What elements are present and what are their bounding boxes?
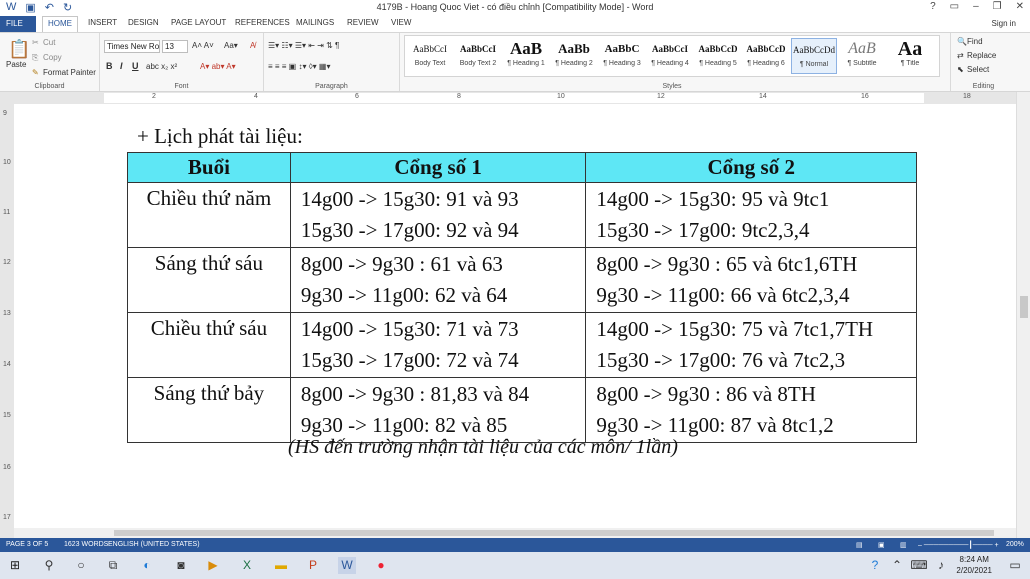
ruler-number: 13 — [3, 310, 11, 317]
font-name-box[interactable]: Times New Ro — [104, 40, 160, 53]
grow-font-icon[interactable]: A˄ A˅ — [192, 41, 214, 50]
tab-references[interactable]: REFERENCES — [235, 18, 290, 27]
status-bar — [0, 538, 1030, 552]
sign-in-link[interactable]: Sign in — [991, 19, 1016, 28]
close-icon[interactable]: ✕ — [1015, 1, 1024, 12]
horizontal-scrollbar[interactable] — [14, 528, 1016, 538]
bold-button[interactable]: B — [106, 61, 113, 71]
gate-2-cell: 8g00 -> 9g30 : 65 và 6tc1,6TH 9g30 -> 11g00: 66 và 6tc2,3,4 — [586, 248, 917, 313]
redo-icon[interactable]: ↻ — [63, 2, 73, 14]
clock[interactable] — [956, 554, 992, 576]
tab-review[interactable]: REVIEW — [347, 18, 379, 27]
table-row — [128, 183, 917, 248]
copy-button[interactable]: Copy — [43, 53, 62, 62]
page-count[interactable]: PAGE 3 OF 5 — [6, 541, 49, 548]
paste-icon[interactable]: 📋 — [8, 39, 31, 59]
header-gate-1: Cổng số 1 — [290, 153, 586, 183]
ruler-number: 6 — [355, 93, 359, 100]
styles-gallery — [404, 35, 940, 77]
gate-2-cell: 8g00 -> 9g30 : 86 và 8TH 9g30 -> 11g00: 87 và 8tc1,2 — [586, 378, 917, 443]
taskbar — [0, 552, 1030, 579]
horizontal-ruler[interactable] — [0, 92, 1030, 104]
ruler-number: 16 — [861, 93, 869, 100]
style-body-text-2[interactable]: AaBbCcI Body Text 2 — [459, 44, 497, 67]
tab-mailings[interactable]: MAILINGS — [296, 18, 335, 27]
vertical-scroll-thumb[interactable] — [1020, 296, 1028, 318]
format-painter-button[interactable]: Format Painter — [43, 68, 96, 77]
gate-1-cell: 14g00 -> 15g30: 71 và 73 15g30 -> 17g00: 72 và 74 — [290, 313, 586, 378]
word-taskbar-icon[interactable]: W — [338, 557, 356, 574]
style-heading-3[interactable]: AaBbC ¶ Heading 3 — [603, 43, 641, 67]
ruler-number: 15 — [3, 412, 11, 419]
camera-icon[interactable]: ◙ — [177, 558, 185, 572]
ruler-number: 12 — [657, 93, 665, 100]
notification-icon[interactable]: ▭ — [1009, 558, 1021, 572]
paragraph-label: Paragraph — [315, 83, 348, 90]
paragraph-group — [264, 33, 400, 91]
ruler-number: 4 — [254, 93, 258, 100]
header-gate-2: Cổng số 2 — [586, 153, 917, 183]
start-icon[interactable]: ⊞ — [9, 558, 21, 572]
style-heading-4[interactable]: AaBbCcI ¶ Heading 4 — [651, 44, 689, 67]
horizontal-scroll-thumb[interactable] — [114, 530, 994, 536]
find-button[interactable]: Find — [967, 37, 983, 46]
style-heading-6[interactable]: AaBbCcD ¶ Heading 6 — [746, 44, 786, 67]
read-mode-icon[interactable]: ▤ — [856, 542, 863, 549]
gate-1-cell: 14g00 -> 15g30: 91 và 93 15g30 -> 17g00: 92 và 94 — [290, 183, 586, 248]
ruler-number: 10 — [3, 159, 11, 166]
print-layout-icon[interactable]: ▣ — [878, 542, 885, 549]
select-icon: ⬉ — [957, 65, 964, 74]
style-heading-5[interactable]: AaBbCcD ¶ Heading 5 — [698, 44, 738, 67]
clipboard-group: 📋 Paste ✂ Cut ⎘ Copy ✎ Format Painter Clipboard — [0, 33, 100, 91]
clock-time: 8:24 AM — [959, 555, 989, 564]
editing-label: Editing — [972, 83, 995, 90]
underline-button[interactable]: U — [132, 61, 139, 71]
file-explorer-icon[interactable]: ▬ — [275, 558, 287, 572]
ribbon-display-icon[interactable]: ▭ — [949, 1, 960, 12]
search-icon[interactable]: ⚲ — [44, 558, 54, 572]
web-layout-icon[interactable]: ▥ — [900, 542, 907, 549]
window-controls — [930, 1, 1024, 12]
app-icon[interactable]: ● — [377, 558, 385, 572]
gate-2-cell: 14g00 -> 15g30: 95 và 9tc1 15g30 -> 17g00: 9tc2,3,4 — [586, 183, 917, 248]
cut-button[interactable]: Cut — [43, 38, 56, 47]
gate-1-cell: 8g00 -> 9g30 : 61 và 63 9g30 -> 11g00: 62 và 64 — [290, 248, 586, 313]
edge-icon[interactable]: ◐ — [143, 558, 151, 572]
zoom-slider[interactable]: – ─────────┃──── + — [918, 542, 999, 549]
style-subtitle[interactable]: AaB ¶ Subtitle — [847, 40, 877, 67]
undo-icon[interactable]: ↶ — [44, 2, 55, 14]
style-normal[interactable]: AaBbCcDd ¶ Normal — [791, 38, 837, 74]
volume-icon[interactable]: ♪ — [938, 558, 944, 572]
gate-2-cell: 14g00 -> 15g30: 75 và 7tc1,7TH 15g30 -> 17g00: 76 và 7tc2,3 — [586, 313, 917, 378]
session-cell: Sáng thứ bảy — [128, 378, 291, 443]
tab-home[interactable]: HOME — [42, 16, 78, 32]
zoom-level[interactable]: 200% — [1006, 541, 1024, 548]
tab-file[interactable]: FILE — [0, 16, 36, 32]
paste-button[interactable]: Paste — [6, 60, 27, 69]
find-icon: 🔍 — [957, 37, 967, 46]
task-view-icon[interactable]: ○ — [77, 558, 85, 572]
ruler-number: 2 — [152, 93, 156, 100]
ruler-number: 8 — [457, 93, 461, 100]
window-title: 4179B - Hoang Quoc Viet - có điều chỉnh [Compatibility Mode] - Word — [376, 2, 654, 12]
ruler-number: 11 — [3, 209, 11, 216]
word-count[interactable]: 1623 WORDS — [64, 541, 109, 548]
table-row — [128, 313, 917, 378]
excel-icon[interactable]: X — [242, 558, 251, 572]
tab-insert[interactable]: INSERT — [88, 18, 118, 27]
session-cell: Sáng thứ sáu — [128, 248, 291, 313]
strikethrough-icon[interactable]: abc x₂ x² — [146, 62, 178, 71]
schedule-note: (HS đến trường nhận tài liệu của các môn/ 1lần) — [288, 436, 678, 458]
vertical-ruler[interactable] — [0, 104, 14, 538]
align-icons[interactable]: ≡ ≡ ≡ ▣ ↕▾ ◊▾ ▦▾ — [268, 62, 331, 71]
save-icon[interactable]: ▣ — [25, 2, 36, 14]
minimize-icon[interactable]: – — [973, 1, 979, 12]
header-session: Buổi — [128, 153, 291, 183]
vertical-scrollbar[interactable] — [1016, 92, 1030, 538]
bullets-icon[interactable]: ☰▾ ☷▾ ☰▾ ⇤ ⇥ ⇅ ¶ — [268, 41, 340, 50]
styles-label: Styles — [662, 83, 682, 90]
tab-page-layout[interactable]: PAGE LAYOUT — [171, 18, 227, 27]
replace-icon: ⇄ — [957, 51, 964, 60]
style-body-text[interactable]: AaBbCcI Body Text — [413, 44, 447, 67]
restore-icon[interactable]: ❐ — [992, 1, 1002, 12]
tray-icons[interactable]: ⌃ — [891, 558, 903, 572]
font-group — [100, 33, 264, 91]
replace-button[interactable]: Replace — [967, 51, 997, 60]
ruler-number: 17 — [3, 514, 11, 521]
ruler-number: 18 — [963, 93, 971, 100]
session-cell: Chiều thứ sáu — [128, 313, 291, 378]
network-icon[interactable]: ⌨ — [910, 558, 928, 572]
editing-group — [950, 33, 1016, 91]
tab-view[interactable]: VIEW — [391, 18, 412, 27]
font-size-box[interactable]: 13 — [162, 40, 188, 53]
word-icon[interactable]: W — [6, 1, 17, 13]
ruler-number: 12 — [3, 259, 11, 266]
table-row — [128, 378, 917, 443]
task-view-icon-2[interactable]: ⧉ — [108, 558, 118, 572]
select-button[interactable]: Select — [967, 65, 990, 74]
change-case-icon[interactable]: Aa▾ — [224, 41, 238, 50]
schedule-table — [127, 152, 917, 443]
font-color-icon[interactable]: A▾ ab▾ A▾ — [200, 62, 236, 71]
help-button[interactable]: ? — [930, 1, 936, 12]
ruler-number: 14 — [759, 93, 767, 100]
italic-button[interactable]: I — [120, 61, 123, 71]
clear-format-icon[interactable]: A̸ — [250, 41, 256, 50]
ruler-number: 9 — [3, 110, 7, 117]
help-tray-icon[interactable]: ? — [871, 558, 879, 572]
ribbon-tabs — [0, 16, 1030, 32]
ribbon — [0, 32, 1030, 92]
schedule-heading: + Lịch phát tài liệu: — [137, 124, 303, 148]
table-header-row — [128, 153, 917, 183]
powerpoint-icon[interactable]: P — [308, 558, 317, 572]
table-row — [128, 248, 917, 313]
media-player-icon[interactable]: ▶ — [208, 558, 218, 572]
gate-1-cell: 8g00 -> 9g30 : 81,83 và 84 9g30 -> 11g00: 82 và 85 — [290, 378, 586, 443]
language-indicator[interactable]: ENGLISH (UNITED STATES) — [108, 541, 200, 548]
tab-design[interactable]: DESIGN — [128, 18, 159, 27]
clipboard-label: Clipboard — [34, 83, 65, 90]
font-label: Font — [174, 83, 189, 90]
style-title[interactable]: Aa ¶ Title — [897, 38, 923, 67]
style-heading-2[interactable]: AaBb ¶ Heading 2 — [555, 41, 593, 67]
ruler-number: 10 — [557, 93, 565, 100]
ruler-number: 16 — [3, 464, 11, 471]
style-heading-1[interactable]: AaB ¶ Heading 1 — [507, 39, 545, 67]
clock-date: 2/20/2021 — [956, 566, 992, 575]
title-bar — [0, 0, 1030, 16]
session-cell: Chiều thứ năm — [128, 183, 291, 248]
ruler-number: 14 — [3, 361, 11, 368]
